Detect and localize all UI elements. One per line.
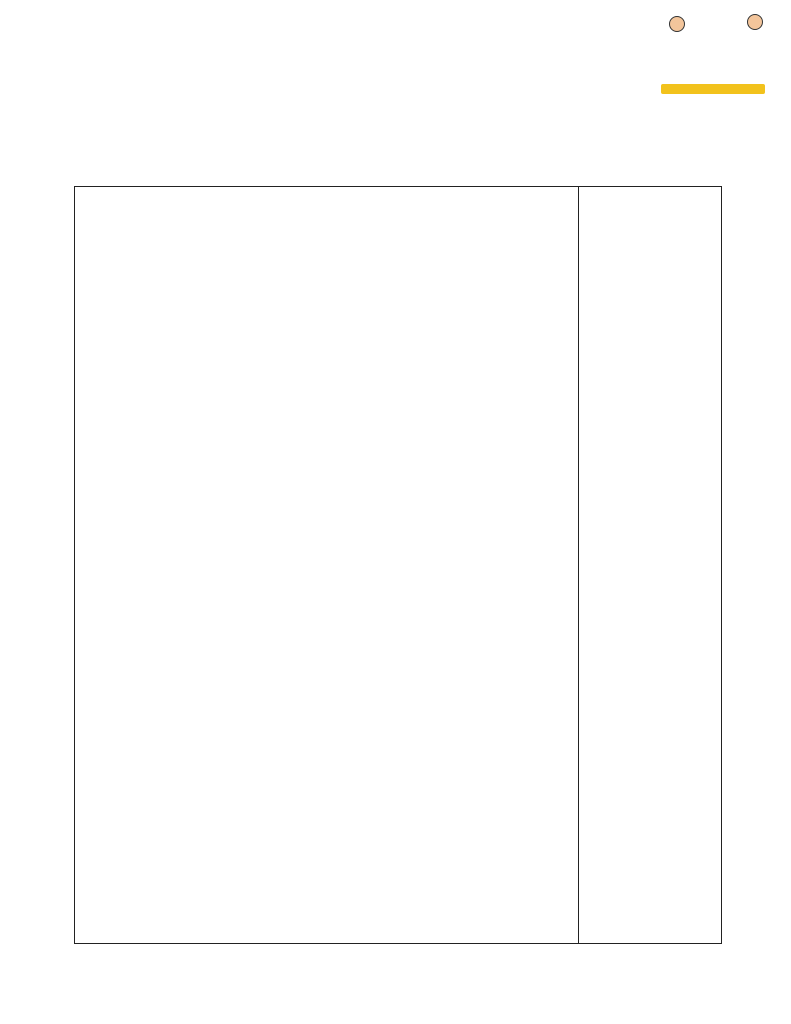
site-logo — [655, 14, 771, 98]
kid-face-icon — [747, 14, 763, 30]
kid-face-icon — [669, 16, 685, 32]
logo-url — [661, 84, 765, 94]
answer-column-divider — [578, 187, 579, 943]
pattern-grid — [74, 186, 722, 944]
